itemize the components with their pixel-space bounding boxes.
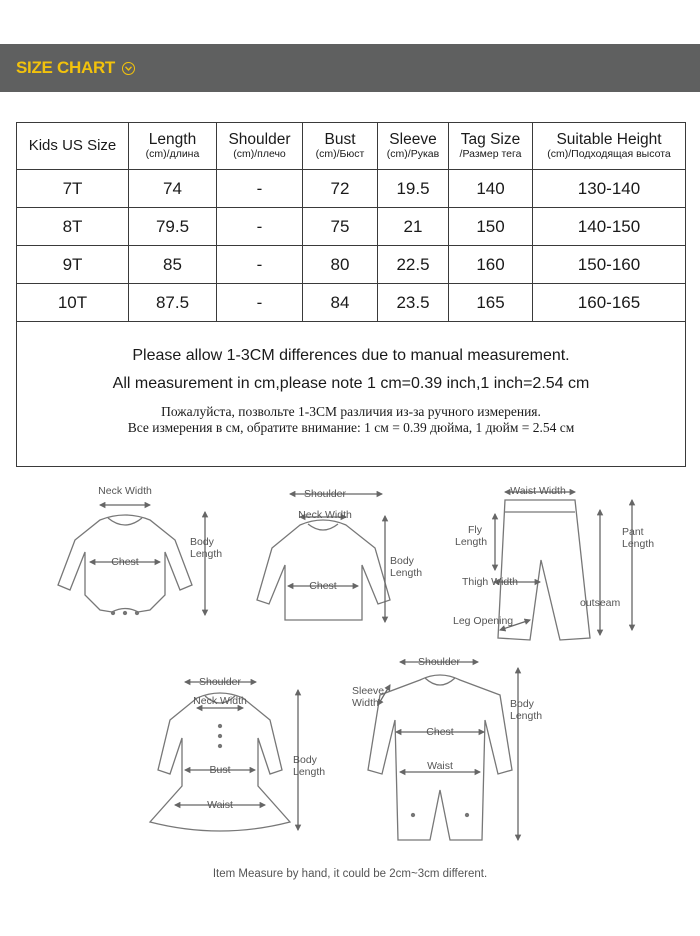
pants-thigh-label: Thigh Width [462, 576, 519, 588]
romper-shoulder-label: Shoulder [417, 656, 461, 668]
cell-size: 7T [17, 170, 129, 208]
cell-size: 10T [17, 284, 129, 322]
dress-bust-label: Bust [209, 764, 231, 776]
bodysuit-length-label: Length [190, 548, 223, 560]
cell-length: 79.5 [129, 208, 217, 246]
romper-length-label: Length [510, 710, 543, 722]
cell-length: 85 [129, 246, 217, 284]
top-length-label: Length [390, 567, 423, 579]
size-chart-header [0, 44, 700, 92]
header-sleeve: Sleeve (cm)/Рукав [378, 123, 449, 170]
measurement-illustrations [0, 470, 700, 910]
table-row [17, 208, 686, 246]
romper-diagram [368, 662, 518, 840]
cell-tag-size: 150 [449, 208, 533, 246]
cell-sleeve: 21 [378, 208, 449, 246]
cell-length: 87.5 [129, 284, 217, 322]
cell-bust: 72 [303, 170, 378, 208]
dress-body-label: Body [293, 754, 317, 766]
cell-height: 160-165 [533, 284, 686, 322]
romper-sleeve-label: Sleeve [352, 685, 385, 697]
notes-cell [17, 322, 686, 467]
header-kids-us-size: Kids US Size [17, 123, 129, 170]
chevron-down-circle-icon [122, 62, 135, 75]
top-shoulder-label: Shoulder [303, 488, 347, 500]
header-suitable-height: Suitable Height (cm)/Подходящая высота [533, 123, 686, 170]
cell-tag-size: 165 [449, 284, 533, 322]
romper-waist-label: Waist [427, 760, 453, 772]
cell-bust: 80 [303, 246, 378, 284]
bodysuit-body-label: Body [190, 536, 214, 548]
size-table [16, 122, 686, 467]
dress-length-label: Length [293, 766, 326, 778]
cell-shoulder: - [217, 246, 303, 284]
pants-waist-label: Waist Width [510, 485, 566, 497]
pants-fly-label: Fly [468, 524, 482, 536]
header-tag-size: Tag Size /Размер тега [449, 123, 533, 170]
pants-leg-label: Leg Opening [453, 615, 514, 627]
cell-size: 9T [17, 246, 129, 284]
pants-diagram [494, 492, 632, 640]
pants-pant-label: Pant [622, 526, 644, 538]
romper-chest-label: Chest [426, 726, 454, 738]
top-chest-label: Chest [309, 580, 337, 592]
pants-pant-length-label: Length [622, 538, 655, 550]
header-bust: Bust (cm)/Бюст [303, 123, 378, 170]
table-row [17, 170, 686, 208]
note-english-2: All measurement in cm,please note 1 cm=0.39 inch,1 inch=2.54 cm [112, 375, 590, 392]
header-shoulder: Shoulder (cm)/плечо [217, 123, 303, 170]
romper-body-label: Body [510, 698, 534, 710]
cell-bust: 84 [303, 284, 378, 322]
cell-height: 140-150 [533, 208, 686, 246]
cell-shoulder: - [217, 208, 303, 246]
pants-outseam-label: outseam [580, 597, 621, 609]
dress-neck-label: Neck Width [193, 695, 247, 707]
table-row [17, 246, 686, 284]
top-body-label: Body [390, 555, 414, 567]
note-russian-2: Все измерения в см, обратите внимание: 1 см = 0.39 дюйма, 1 дюйм = 2.54 см [127, 420, 575, 435]
notes-row [17, 322, 686, 467]
note-russian-1: Пожалуйста, позвольте 1-3CM различия из-за ручного измерения. [161, 404, 541, 419]
table-row [17, 284, 686, 322]
cell-tag-size: 160 [449, 246, 533, 284]
bodysuit-chest-label: Chest [111, 556, 139, 568]
pants-fly-length-label: Length [455, 536, 488, 548]
note-english-1: Please allow 1-3CM differences due to manual measurement. [132, 347, 570, 364]
cell-sleeve: 22.5 [378, 246, 449, 284]
cell-length: 74 [129, 170, 217, 208]
cell-shoulder: - [217, 284, 303, 322]
cell-height: 130-140 [533, 170, 686, 208]
dress-waist-label: Waist [207, 799, 233, 811]
dress-shoulder-label: Shoulder [198, 676, 242, 688]
cell-tag-size: 140 [449, 170, 533, 208]
cell-sleeve: 19.5 [378, 170, 449, 208]
cell-size: 8T [17, 208, 129, 246]
footer-note: Item Measure by hand, it could be 2cm~3cm different. [212, 868, 488, 880]
header-length: Length (cm)/длина [129, 123, 217, 170]
cell-sleeve: 23.5 [378, 284, 449, 322]
top-neck-label: Neck Width [298, 509, 352, 521]
header-title: SIZE CHART [16, 58, 116, 77]
cell-bust: 75 [303, 208, 378, 246]
cell-shoulder: - [217, 170, 303, 208]
cell-height: 150-160 [533, 246, 686, 284]
table-header-row [17, 123, 686, 170]
bodysuit-neck-label: Neck Width [98, 485, 152, 497]
romper-sleeve-width-label: Width [352, 697, 379, 709]
